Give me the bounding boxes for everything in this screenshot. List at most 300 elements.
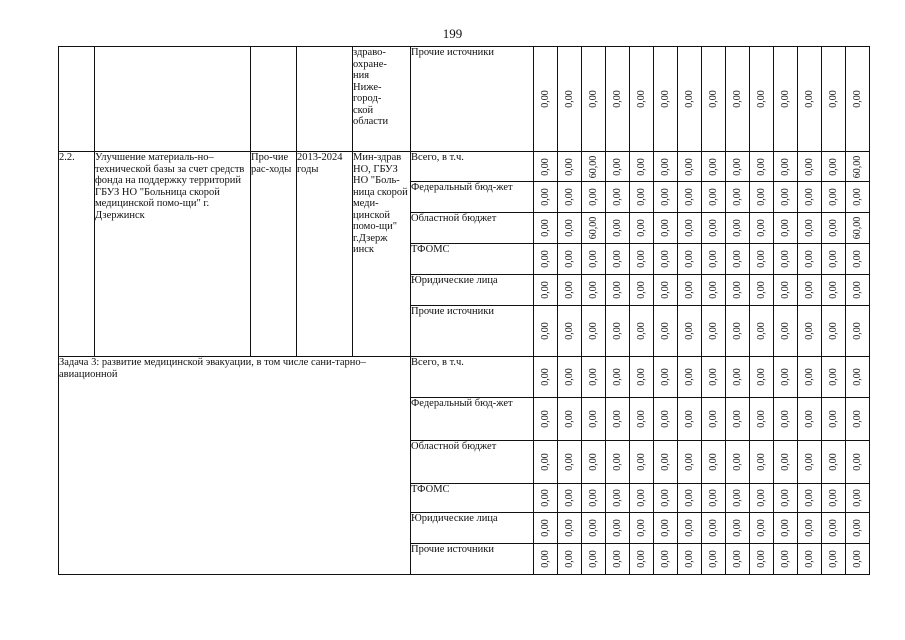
value-text: 0,00	[563, 368, 575, 386]
value-cell	[630, 306, 654, 357]
value-cell	[798, 544, 822, 575]
value-text: 0,00	[683, 489, 695, 507]
org-cell: Мин-здрав НО, ГБУЗ НО "Боль-ница скорой меди-цинской помо-щи" г.Дзерж инск	[353, 152, 411, 357]
value-text: 0,00	[563, 157, 575, 176]
value-text: 0,00	[779, 453, 791, 471]
value-cell	[678, 306, 702, 357]
value-text: 0,00	[659, 453, 671, 471]
value-text: 0,00	[611, 368, 623, 386]
value-cell	[750, 213, 774, 244]
value-text: 0,00	[779, 410, 791, 428]
value-cell	[582, 47, 606, 152]
value-cell	[726, 357, 750, 398]
value-text: 0,00	[707, 519, 719, 537]
table-row	[59, 47, 870, 152]
value-cell	[774, 441, 798, 484]
value-text: 0,00	[659, 410, 671, 428]
source-cell	[411, 152, 534, 182]
value-text: 0,00	[659, 157, 671, 176]
value-cell	[654, 484, 678, 513]
value-cell	[822, 306, 846, 357]
value-cell	[558, 244, 582, 275]
source-label: Прочие источники	[411, 544, 494, 555]
org-line: ской	[353, 104, 374, 116]
value-text: 0,00	[563, 219, 575, 237]
value-text: 0,00	[827, 453, 839, 471]
value-text: 60,00	[587, 155, 599, 178]
source-cell	[411, 484, 534, 513]
value-text: 0,00	[755, 219, 767, 237]
value-cell	[630, 357, 654, 398]
source-cell	[411, 398, 534, 441]
value-text: 0,00	[539, 250, 551, 268]
value-text: 0,00	[635, 453, 647, 471]
value-cell	[654, 441, 678, 484]
value-cell	[606, 152, 630, 182]
value-cell	[702, 244, 726, 275]
value-cell	[534, 306, 558, 357]
value-cell	[798, 398, 822, 441]
value-text: 0,00	[587, 410, 599, 428]
item-name: Улучшение материаль-но–технической базы за счет средств фонда на поддержку территорий ГБУЗ НО "Больница скорой медицинской помо-щи" г. Дзержинск	[95, 152, 251, 357]
value-cell	[726, 398, 750, 441]
value-cell	[606, 513, 630, 544]
value-text: 0,00	[635, 489, 647, 507]
value-cell	[726, 441, 750, 484]
value-cell	[726, 544, 750, 575]
value-cell	[630, 398, 654, 441]
value-text: 0,00	[611, 453, 623, 471]
value-cell	[630, 513, 654, 544]
value-cell	[582, 152, 606, 182]
value-cell	[798, 306, 822, 357]
value-text: 0,00	[827, 550, 839, 568]
value-cell	[630, 544, 654, 575]
expense-type: Про-чие рас-ходы	[251, 152, 297, 357]
value-cell	[558, 484, 582, 513]
value-cell	[678, 398, 702, 441]
value-text: 0,00	[539, 368, 551, 386]
source-label: Федеральный бюд-жет	[411, 182, 513, 193]
value-text: 0,00	[707, 550, 719, 568]
value-cell	[558, 275, 582, 306]
value-text: 0,00	[659, 519, 671, 537]
source-cell	[411, 275, 534, 306]
value-cell	[702, 513, 726, 544]
value-cell	[606, 244, 630, 275]
value-text: 0,00	[563, 281, 575, 299]
value-cell	[798, 441, 822, 484]
value-cell	[678, 441, 702, 484]
value-cell	[606, 275, 630, 306]
value-cell	[846, 244, 870, 275]
value-cell	[630, 484, 654, 513]
value-text: 0,00	[731, 322, 743, 340]
value-text: 0,00	[779, 322, 791, 340]
value-text: 0,00	[683, 250, 695, 268]
table-row	[59, 357, 870, 398]
value-cell	[798, 213, 822, 244]
value-text: 0,00	[707, 157, 719, 176]
value-text: 0,00	[707, 281, 719, 299]
value-cell	[750, 152, 774, 182]
value-cell	[774, 152, 798, 182]
value-cell	[630, 182, 654, 213]
value-cell	[582, 441, 606, 484]
value-text: 0,00	[755, 188, 767, 206]
value-cell	[558, 182, 582, 213]
value-text: 0,00	[611, 219, 623, 237]
value-cell	[774, 544, 798, 575]
value-cell	[582, 244, 606, 275]
source-label: Юридические лица	[411, 275, 498, 286]
value-text: 0,00	[611, 322, 623, 340]
value-cell	[678, 513, 702, 544]
value-text: 0,00	[587, 519, 599, 537]
value-cell	[630, 47, 654, 152]
value-text: 0,00	[707, 410, 719, 428]
value-cell	[750, 441, 774, 484]
value-text: 0,00	[827, 322, 839, 340]
value-text: 0,00	[611, 281, 623, 299]
value-text: 0,00	[827, 368, 839, 386]
value-text: 0,00	[755, 90, 767, 108]
value-text: 0,00	[779, 90, 791, 108]
value-text: 0,00	[731, 219, 743, 237]
value-text: 0,00	[851, 188, 863, 206]
value-cell	[750, 47, 774, 152]
value-cell	[582, 544, 606, 575]
value-text: 0,00	[659, 219, 671, 237]
value-cell	[846, 152, 870, 182]
source-label: ТФОМС	[411, 484, 450, 495]
value-text: 0,00	[803, 489, 815, 507]
value-cell	[534, 213, 558, 244]
value-cell	[678, 357, 702, 398]
value-cell	[750, 182, 774, 213]
value-cell	[630, 213, 654, 244]
value-cell	[702, 441, 726, 484]
value-text: 0,00	[539, 322, 551, 340]
value-cell	[606, 213, 630, 244]
value-cell	[702, 306, 726, 357]
value-text: 0,00	[707, 90, 719, 108]
value-cell	[654, 275, 678, 306]
value-cell	[846, 306, 870, 357]
value-cell	[582, 398, 606, 441]
value-cell	[702, 484, 726, 513]
value-text: 0,00	[851, 489, 863, 507]
value-cell	[582, 182, 606, 213]
value-text: 0,00	[827, 188, 839, 206]
source-cell	[411, 306, 534, 357]
value-text: 0,00	[611, 410, 623, 428]
value-text: 0,00	[587, 368, 599, 386]
value-cell	[846, 484, 870, 513]
value-text: 0,00	[539, 219, 551, 237]
value-cell	[678, 544, 702, 575]
period: 2013-2024 годы	[297, 152, 353, 357]
value-cell	[534, 484, 558, 513]
value-text: 0,00	[659, 368, 671, 386]
value-cell	[678, 182, 702, 213]
value-cell	[534, 47, 558, 152]
source-label: Федеральный бюд-жет	[411, 398, 513, 409]
value-text: 0,00	[755, 157, 767, 176]
value-text: 0,00	[587, 453, 599, 471]
value-cell	[558, 213, 582, 244]
task-title: Задача 3: развитие медицинской эвакуации, в том числе сани-тарно–авиационной	[59, 357, 411, 575]
value-text: 0,00	[779, 550, 791, 568]
value-text: 0,00	[635, 281, 647, 299]
value-text: 0,00	[683, 550, 695, 568]
value-cell	[822, 275, 846, 306]
value-cell	[726, 152, 750, 182]
value-text: 0,00	[851, 453, 863, 471]
value-text: 0,00	[635, 90, 647, 108]
value-text: 0,00	[635, 219, 647, 237]
value-text: 0,00	[803, 157, 815, 176]
value-cell	[750, 306, 774, 357]
value-cell	[534, 513, 558, 544]
value-text: 0,00	[731, 550, 743, 568]
value-text: 0,00	[731, 489, 743, 507]
value-text: 0,00	[755, 250, 767, 268]
value-text: 0,00	[563, 188, 575, 206]
value-text: 0,00	[755, 322, 767, 340]
source-cell	[411, 544, 534, 575]
value-cell	[774, 182, 798, 213]
value-text: 0,00	[659, 90, 671, 108]
source-label: Всего, в т.ч.	[411, 152, 464, 163]
value-text: 0,00	[851, 410, 863, 428]
value-cell	[750, 544, 774, 575]
value-cell	[774, 213, 798, 244]
value-text: 0,00	[827, 489, 839, 507]
empty-cell	[251, 47, 297, 152]
source-cell	[411, 213, 534, 244]
value-cell	[582, 213, 606, 244]
value-text: 60,00	[851, 216, 863, 240]
value-text: 0,00	[539, 550, 551, 568]
value-text: 0,00	[563, 489, 575, 507]
value-text: 0,00	[563, 453, 575, 471]
value-cell	[798, 47, 822, 152]
empty-cell	[297, 47, 353, 152]
value-cell	[702, 544, 726, 575]
value-text: 0,00	[683, 90, 695, 108]
value-text: 0,00	[611, 519, 623, 537]
value-cell	[606, 306, 630, 357]
value-text: 0,00	[563, 322, 575, 340]
value-text: 0,00	[635, 550, 647, 568]
value-cell	[558, 441, 582, 484]
value-cell	[846, 47, 870, 152]
value-text: 0,00	[731, 281, 743, 299]
value-cell	[654, 47, 678, 152]
org-line: здраво-	[353, 47, 386, 58]
page-number: 199	[442, 26, 463, 41]
value-text: 0,00	[803, 410, 815, 428]
value-cell	[558, 513, 582, 544]
value-text: 0,00	[707, 250, 719, 268]
value-text: 0,00	[587, 281, 599, 299]
value-text: 0,00	[851, 550, 863, 568]
value-text: 0,00	[635, 250, 647, 268]
value-cell	[774, 398, 798, 441]
value-text: 0,00	[803, 368, 815, 386]
value-cell	[558, 152, 582, 182]
org-line: город-	[353, 93, 382, 104]
value-text: 0,00	[827, 410, 839, 428]
source-cell	[411, 357, 534, 398]
value-cell	[582, 306, 606, 357]
value-cell	[774, 484, 798, 513]
value-cell	[822, 152, 846, 182]
value-text: 0,00	[731, 368, 743, 386]
value-text: 0,00	[659, 322, 671, 340]
value-text: 0,00	[539, 90, 551, 108]
value-cell	[558, 357, 582, 398]
value-text: 0,00	[539, 489, 551, 507]
value-text: 0,00	[611, 250, 623, 268]
value-text: 0,00	[635, 157, 647, 176]
value-cell	[774, 513, 798, 544]
value-cell	[750, 244, 774, 275]
value-cell	[846, 275, 870, 306]
value-cell	[630, 441, 654, 484]
value-text: 0,00	[587, 489, 599, 507]
value-cell	[654, 152, 678, 182]
value-cell	[678, 275, 702, 306]
value-cell	[582, 513, 606, 544]
value-cell	[846, 544, 870, 575]
value-text: 0,00	[779, 519, 791, 537]
value-cell	[726, 182, 750, 213]
value-text: 0,00	[803, 550, 815, 568]
value-cell	[654, 306, 678, 357]
funding-table	[58, 46, 870, 575]
value-text: 0,00	[755, 550, 767, 568]
value-cell	[606, 484, 630, 513]
value-text: 0,00	[803, 322, 815, 340]
source-cell	[411, 47, 534, 152]
value-text: 0,00	[851, 368, 863, 386]
value-text: 0,00	[755, 519, 767, 537]
value-cell	[846, 398, 870, 441]
value-text: 0,00	[611, 489, 623, 507]
value-cell	[750, 513, 774, 544]
value-cell	[846, 357, 870, 398]
value-cell	[750, 484, 774, 513]
value-text: 0,00	[611, 90, 623, 108]
value-text: 0,00	[659, 188, 671, 206]
source-label: Юридические лица	[411, 513, 498, 524]
value-cell	[846, 213, 870, 244]
value-text: 0,00	[539, 519, 551, 537]
value-cell	[822, 213, 846, 244]
value-cell	[726, 306, 750, 357]
value-text: 0,00	[803, 90, 815, 108]
value-cell	[750, 275, 774, 306]
value-cell	[534, 152, 558, 182]
value-cell	[654, 182, 678, 213]
value-text: 0,00	[731, 188, 743, 206]
value-cell	[822, 244, 846, 275]
value-cell	[822, 544, 846, 575]
value-text: 0,00	[563, 410, 575, 428]
value-cell	[798, 357, 822, 398]
value-text: 0,00	[683, 188, 695, 206]
value-cell	[702, 398, 726, 441]
value-cell	[606, 47, 630, 152]
source-label: Всего, в т.ч.	[411, 357, 464, 368]
value-text: 0,00	[587, 322, 599, 340]
value-text: 0,00	[851, 519, 863, 537]
org-line: ния	[353, 70, 370, 81]
value-cell	[678, 47, 702, 152]
value-cell	[606, 544, 630, 575]
value-text: 0,00	[683, 519, 695, 537]
value-cell	[678, 244, 702, 275]
value-cell	[702, 213, 726, 244]
value-cell	[846, 441, 870, 484]
value-cell	[582, 275, 606, 306]
value-text: 0,00	[851, 281, 863, 299]
value-text: 0,00	[563, 250, 575, 268]
value-cell	[654, 513, 678, 544]
value-cell	[702, 357, 726, 398]
value-cell	[582, 357, 606, 398]
value-cell	[798, 275, 822, 306]
value-cell	[774, 306, 798, 357]
value-text: 0,00	[755, 281, 767, 299]
value-text: 0,00	[563, 90, 575, 108]
value-cell	[846, 513, 870, 544]
value-cell	[678, 484, 702, 513]
value-cell	[534, 398, 558, 441]
value-cell	[558, 398, 582, 441]
value-cell	[630, 275, 654, 306]
value-cell	[822, 182, 846, 213]
value-cell	[678, 152, 702, 182]
source-label: Прочие источники	[411, 306, 494, 317]
value-text: 0,00	[827, 250, 839, 268]
value-cell	[606, 182, 630, 213]
value-text: 0,00	[707, 368, 719, 386]
value-text: 0,00	[539, 188, 551, 206]
value-text: 0,00	[755, 453, 767, 471]
value-text: 0,00	[851, 250, 863, 268]
value-text: 0,00	[803, 250, 815, 268]
org-line: Ниже-	[353, 81, 382, 93]
value-cell	[558, 47, 582, 152]
value-cell	[654, 544, 678, 575]
value-cell	[606, 398, 630, 441]
value-cell	[822, 441, 846, 484]
value-text: 0,00	[731, 90, 743, 108]
value-text: 0,00	[707, 188, 719, 206]
value-text: 0,00	[563, 519, 575, 537]
value-text: 0,00	[779, 219, 791, 237]
source-cell	[411, 182, 534, 213]
value-text: 0,00	[539, 453, 551, 471]
value-cell	[558, 306, 582, 357]
value-cell	[726, 513, 750, 544]
value-cell	[822, 398, 846, 441]
value-cell	[702, 47, 726, 152]
value-cell	[726, 47, 750, 152]
